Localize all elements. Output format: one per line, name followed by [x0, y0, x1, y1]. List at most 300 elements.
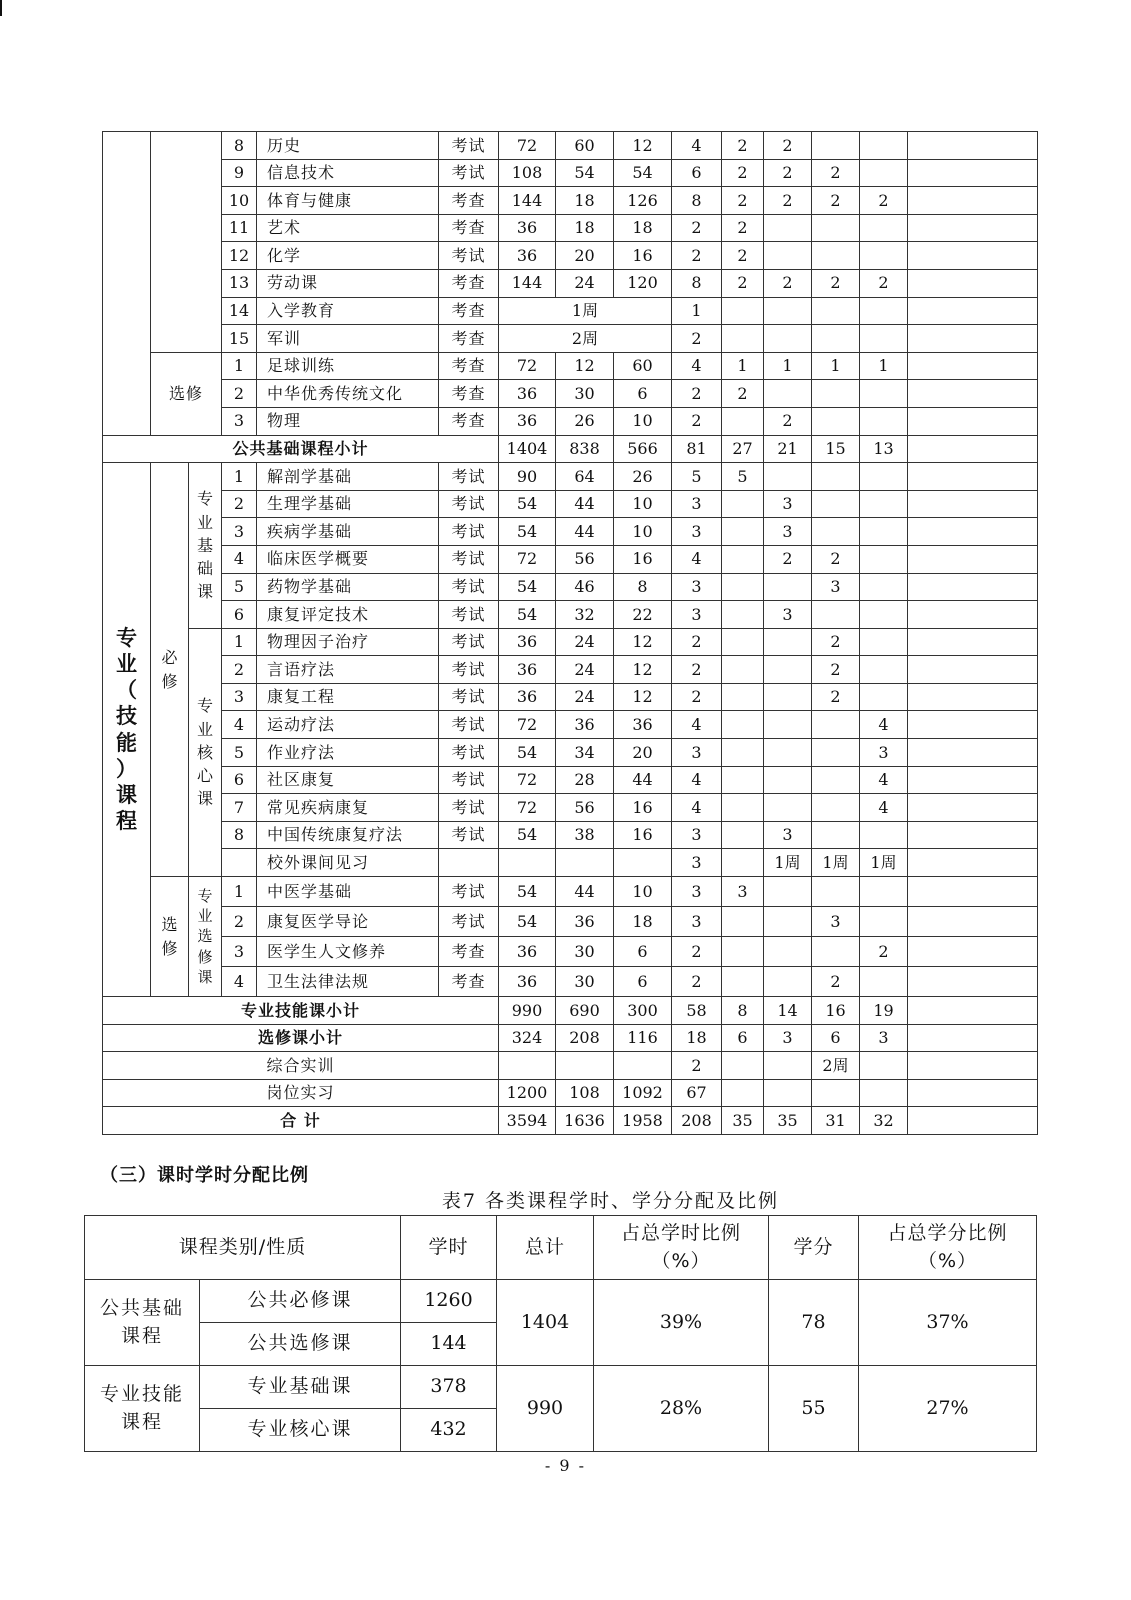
theory-hours: 30	[556, 937, 614, 967]
theory-hours: 56	[556, 794, 614, 822]
table-row	[103, 214, 1038, 242]
course-no: 10	[222, 187, 257, 215]
summary-value: 35	[722, 1107, 764, 1135]
assessment-type: 考试	[439, 545, 499, 573]
summary-value: 1200	[499, 1079, 556, 1107]
semester-hours	[812, 794, 860, 822]
group-hour-ratio: 28%	[594, 1366, 769, 1452]
remarks	[908, 325, 1038, 353]
table-row	[103, 601, 1038, 629]
semester-hours	[860, 297, 908, 325]
theory-hours: 44	[556, 518, 614, 546]
summary-label: 专业技能课小计	[103, 997, 499, 1025]
group-total: 990	[497, 1366, 594, 1452]
credits: 3	[672, 849, 722, 877]
total-hours: 36	[499, 380, 556, 408]
credits: 4	[672, 352, 722, 380]
semester-hours: 3	[722, 877, 764, 907]
total-hours: 72	[499, 132, 556, 160]
semester-hours	[812, 214, 860, 242]
summary-value	[764, 1079, 812, 1107]
theory-hours: 24	[556, 628, 614, 656]
semester-hours	[764, 628, 812, 656]
total-hours: 108	[499, 159, 556, 187]
subtotal-value: 15	[812, 435, 860, 463]
header-total: 总计	[497, 1216, 594, 1280]
group-label-char: 修	[197, 947, 213, 966]
course-name: 化学	[257, 242, 439, 270]
semester-hours	[764, 877, 812, 907]
summary-value: 19	[860, 997, 908, 1025]
course-name: 足球训练	[257, 352, 439, 380]
summary-value: 2	[672, 1052, 722, 1080]
summary-value: 18	[672, 1024, 722, 1052]
group-label-line: 公共基础	[99, 1296, 184, 1319]
semester-hours: 1周	[812, 849, 860, 877]
credits: 3	[672, 490, 722, 518]
vertical-group-label	[103, 463, 151, 997]
course-name: 生理学基础	[257, 490, 439, 518]
theory-hours: 18	[556, 187, 614, 215]
assessment-type: 考试	[439, 821, 499, 849]
group-label-line: 课程	[120, 1410, 163, 1433]
semester-hours: 3	[812, 907, 860, 937]
assessment-type: 考试	[439, 159, 499, 187]
item-name: 专业基础课	[200, 1366, 401, 1409]
group-label-char: 技	[116, 704, 137, 729]
practice-hours: 10	[614, 518, 672, 546]
course-no: 1	[222, 463, 257, 491]
group-label-char: 修	[161, 671, 178, 691]
remarks	[908, 766, 1038, 794]
semester-hours	[722, 601, 764, 629]
course-no: 1	[222, 352, 257, 380]
table-row	[103, 269, 1038, 297]
semester-hours	[812, 297, 860, 325]
assessment-type	[439, 849, 499, 877]
credits: 5	[672, 463, 722, 491]
total-hours	[499, 849, 556, 877]
semester-hours	[722, 545, 764, 573]
summary-label: 岗位实习	[103, 1079, 499, 1107]
assessment-type: 考试	[439, 518, 499, 546]
subtotal-value: 81	[672, 435, 722, 463]
theory-hours: 36	[556, 907, 614, 937]
table-row	[103, 132, 1038, 160]
remarks	[908, 132, 1038, 160]
group-label-line: 专业技能	[99, 1382, 184, 1405]
group-label-char: 核	[196, 742, 213, 762]
course-no: 5	[222, 573, 257, 601]
assessment-type: 考查	[439, 380, 499, 408]
remarks	[908, 628, 1038, 656]
semester-hours	[812, 380, 860, 408]
total-hours: 54	[499, 821, 556, 849]
group-label-char: 础	[196, 559, 213, 578]
course-no: 2	[222, 907, 257, 937]
remarks	[908, 435, 1038, 463]
summary-value: 3	[764, 1024, 812, 1052]
total-hours: 72	[499, 766, 556, 794]
course-name: 社区康复	[257, 766, 439, 794]
remarks	[908, 1024, 1038, 1052]
theory-hours: 64	[556, 463, 614, 491]
semester-hours: 2	[812, 628, 860, 656]
total-hours: 72	[499, 711, 556, 739]
group-label-char: 业	[116, 651, 137, 676]
table-row	[103, 490, 1038, 518]
semester-hours	[812, 821, 860, 849]
semester-hours	[722, 907, 764, 937]
total-hours: 36	[499, 683, 556, 711]
item-name: 公共选修课	[200, 1323, 401, 1366]
course-name: 医学生人文修养	[257, 937, 439, 967]
semester-hours: 2	[860, 269, 908, 297]
semester-hours: 1	[812, 352, 860, 380]
course-no: 3	[222, 683, 257, 711]
assessment-type: 考试	[439, 711, 499, 739]
semester-hours: 3	[860, 739, 908, 767]
table-row	[103, 849, 1038, 877]
credits: 3	[672, 739, 722, 767]
credits: 4	[672, 132, 722, 160]
semester-hours	[860, 877, 908, 907]
course-name: 康复评定技术	[257, 601, 439, 629]
theory-hours: 54	[556, 159, 614, 187]
summary-value: 690	[556, 997, 614, 1025]
header-hour-ratio	[594, 1216, 769, 1280]
course-name: 疾病学基础	[257, 518, 439, 546]
remarks	[908, 967, 1038, 997]
practice-hours: 6	[614, 380, 672, 408]
theory-hours: 56	[556, 545, 614, 573]
practice-hours: 60	[614, 352, 672, 380]
semester-hours: 2	[722, 380, 764, 408]
semester-hours: 2	[722, 187, 764, 215]
course-name: 临床医学概要	[257, 545, 439, 573]
theory-hours: 34	[556, 739, 614, 767]
theory-hours: 18	[556, 214, 614, 242]
practice-hours: 16	[614, 545, 672, 573]
summary-value: 1958	[614, 1107, 672, 1135]
course-name: 解剖学基础	[257, 463, 439, 491]
practice-hours: 12	[614, 132, 672, 160]
semester-hours	[722, 628, 764, 656]
practice-hours: 12	[614, 628, 672, 656]
practice-hours: 26	[614, 463, 672, 491]
theory-hours: 38	[556, 821, 614, 849]
semester-hours: 4	[860, 711, 908, 739]
summary-value: 3	[860, 1024, 908, 1052]
group-label-char: 心	[196, 765, 213, 785]
semester-hours	[812, 739, 860, 767]
assessment-type: 考查	[439, 269, 499, 297]
summary-value: 3594	[499, 1107, 556, 1135]
theory-hours: 24	[556, 656, 614, 684]
table-row	[103, 573, 1038, 601]
credits: 3	[672, 907, 722, 937]
total-hours: 54	[499, 739, 556, 767]
semester-hours: 2	[764, 132, 812, 160]
course-no: 4	[222, 545, 257, 573]
summary-value: 108	[556, 1079, 614, 1107]
semester-hours	[764, 573, 812, 601]
summary-value	[764, 1052, 812, 1080]
semester-hours	[860, 573, 908, 601]
theory-hours: 12	[556, 352, 614, 380]
assessment-type: 考试	[439, 463, 499, 491]
remarks	[908, 1079, 1038, 1107]
group-label	[85, 1366, 200, 1452]
course-no: 3	[222, 937, 257, 967]
vertical-group-label	[151, 463, 189, 877]
credits: 4	[672, 711, 722, 739]
total-hours: 36	[499, 242, 556, 270]
section-title: （三）课时学时分配比例	[100, 1165, 309, 1186]
semester-hours	[812, 601, 860, 629]
table7-caption: 表7 各类课程学时、学分分配及比例	[441, 1190, 780, 1212]
credits: 2	[672, 937, 722, 967]
table-row	[103, 463, 1038, 491]
theory-hours: 20	[556, 242, 614, 270]
subtotal-value: 566	[614, 435, 672, 463]
course-no: 12	[222, 242, 257, 270]
course-name: 中医学基础	[257, 877, 439, 907]
semester-hours: 2	[812, 269, 860, 297]
theory-hours: 36	[556, 711, 614, 739]
course-no: 5	[222, 739, 257, 767]
summary-value: 35	[764, 1107, 812, 1135]
table-row	[103, 967, 1038, 997]
theory-hours: 46	[556, 573, 614, 601]
credits: 3	[672, 573, 722, 601]
remarks	[908, 601, 1038, 629]
remarks	[908, 877, 1038, 907]
semester-hours	[860, 601, 908, 629]
course-name: 军训	[257, 325, 439, 353]
practice-hours: 6	[614, 937, 672, 967]
semester-hours: 2	[722, 214, 764, 242]
group-label-char: 必	[161, 648, 178, 668]
table-row	[103, 1079, 1038, 1107]
assessment-type: 考试	[439, 601, 499, 629]
group-label-char: 程	[116, 809, 137, 834]
assessment-type: 考查	[439, 214, 499, 242]
summary-value	[860, 1052, 908, 1080]
total-hours: 72	[499, 545, 556, 573]
practice-hours: 54	[614, 159, 672, 187]
remarks	[908, 242, 1038, 270]
semester-hours	[722, 739, 764, 767]
remarks	[908, 407, 1038, 435]
group-credit-ratio: 37%	[859, 1280, 1037, 1366]
credits: 8	[672, 269, 722, 297]
summary-value: 116	[614, 1024, 672, 1052]
semester-hours	[764, 380, 812, 408]
semester-hours: 2	[764, 269, 812, 297]
semester-hours	[812, 490, 860, 518]
course-name: 康复工程	[257, 683, 439, 711]
semester-hours: 2	[812, 683, 860, 711]
semester-hours	[812, 711, 860, 739]
semester-hours	[764, 463, 812, 491]
summary-value: 6	[812, 1024, 860, 1052]
subtotal-value: 838	[556, 435, 614, 463]
course-no: 1	[222, 877, 257, 907]
remarks	[908, 821, 1038, 849]
duration: 2周	[499, 325, 672, 353]
credits: 3	[672, 518, 722, 546]
table-row	[103, 1024, 1038, 1052]
group-label-char: 能	[116, 730, 137, 755]
public-elective-label: 选修	[151, 352, 222, 435]
group-label-char: 业	[196, 719, 213, 739]
total-hours: 36	[499, 967, 556, 997]
practice-hours: 120	[614, 269, 672, 297]
course-no: 9	[222, 159, 257, 187]
course-name: 运动疗法	[257, 711, 439, 739]
total-hours: 36	[499, 214, 556, 242]
group-label-char: 业	[196, 512, 213, 532]
summary-value: 8	[722, 997, 764, 1025]
assessment-type: 考查	[439, 352, 499, 380]
credits: 4	[672, 545, 722, 573]
group-label-char: 选	[197, 927, 213, 946]
credits: 4	[672, 766, 722, 794]
practice-hours: 12	[614, 656, 672, 684]
header-hours: 学时	[401, 1216, 497, 1280]
course-name: 物理因子治疗	[257, 628, 439, 656]
item-name: 公共必修课	[200, 1280, 401, 1323]
assessment-type: 考试	[439, 794, 499, 822]
assessment-type: 考试	[439, 907, 499, 937]
semester-hours: 2	[812, 545, 860, 573]
subtotal-label: 公共基础课程小计	[103, 435, 499, 463]
table-row	[103, 325, 1038, 353]
header-credit-ratio-pct: （%）	[917, 1249, 978, 1272]
group-credit-ratio: 27%	[859, 1366, 1037, 1452]
remarks	[908, 656, 1038, 684]
credits: 2	[672, 628, 722, 656]
remarks	[908, 849, 1038, 877]
summary-value: 58	[672, 997, 722, 1025]
item-hours: 1260	[401, 1280, 497, 1323]
semester-hours	[722, 967, 764, 997]
course-no: 6	[222, 601, 257, 629]
summary-value	[722, 1079, 764, 1107]
item-hours: 144	[401, 1323, 497, 1366]
course-no	[222, 849, 257, 877]
summary-value	[614, 1052, 672, 1080]
assessment-type: 考查	[439, 325, 499, 353]
summary-value: 16	[812, 997, 860, 1025]
table-row	[103, 407, 1038, 435]
remarks	[908, 907, 1038, 937]
summary-value: 14	[764, 997, 812, 1025]
subtotal-value: 1404	[499, 435, 556, 463]
group-label-char: 专	[116, 625, 137, 650]
semester-hours	[722, 683, 764, 711]
assessment-type: 考查	[439, 297, 499, 325]
theory-hours: 44	[556, 877, 614, 907]
group-label-char: 课	[197, 967, 213, 986]
group-label-char: 课	[196, 582, 213, 602]
summary-value: 208	[556, 1024, 614, 1052]
table-row	[103, 739, 1038, 767]
total-hours: 90	[499, 463, 556, 491]
assessment-type: 考试	[439, 877, 499, 907]
assessment-type: 考试	[439, 683, 499, 711]
table-row	[103, 1052, 1038, 1080]
semester-hours: 2	[812, 187, 860, 215]
semester-hours	[860, 380, 908, 408]
table-row	[103, 821, 1038, 849]
semester-hours	[860, 242, 908, 270]
table-row	[103, 545, 1038, 573]
semester-hours: 1	[722, 352, 764, 380]
practice-hours: 6	[614, 967, 672, 997]
remarks	[908, 794, 1038, 822]
semester-hours	[722, 821, 764, 849]
course-no: 3	[222, 518, 257, 546]
total-hours: 72	[499, 794, 556, 822]
practice-hours: 20	[614, 739, 672, 767]
semester-hours	[812, 132, 860, 160]
course-no: 15	[222, 325, 257, 353]
course-name: 常见疾病康复	[257, 794, 439, 822]
semester-hours: 4	[860, 766, 908, 794]
practice-hours: 10	[614, 490, 672, 518]
summary-value	[499, 1052, 556, 1080]
total-hours: 54	[499, 601, 556, 629]
total-hours: 54	[499, 877, 556, 907]
course-name: 中华优秀传统文化	[257, 380, 439, 408]
semester-hours: 2	[722, 242, 764, 270]
required-cell	[151, 132, 222, 353]
subtotal-value: 13	[860, 435, 908, 463]
semester-hours: 3	[764, 490, 812, 518]
course-name: 体育与健康	[257, 187, 439, 215]
semester-hours: 5	[722, 463, 764, 491]
theory-hours: 32	[556, 601, 614, 629]
group-label-char: 课	[196, 789, 213, 809]
semester-hours	[764, 325, 812, 353]
credits: 2	[672, 380, 722, 408]
semester-hours: 3	[764, 518, 812, 546]
summary-value: 2周	[812, 1052, 860, 1080]
semester-hours: 1周	[764, 849, 812, 877]
semester-hours	[860, 463, 908, 491]
semester-hours: 1	[764, 352, 812, 380]
summary-label: 选修课小计	[103, 1024, 499, 1052]
practice-hours: 8	[614, 573, 672, 601]
table-row	[103, 997, 1038, 1025]
table-row	[103, 1107, 1038, 1135]
summary-value: 990	[499, 997, 556, 1025]
theory-hours: 30	[556, 967, 614, 997]
semester-hours: 2	[722, 159, 764, 187]
practice-hours: 12	[614, 683, 672, 711]
subtotal-value: 21	[764, 435, 812, 463]
remarks	[908, 573, 1038, 601]
credits: 2	[672, 242, 722, 270]
course-no: 1	[222, 628, 257, 656]
summary-value	[860, 1079, 908, 1107]
public-category-cell	[103, 132, 151, 436]
summary-value: 32	[860, 1107, 908, 1135]
page-number: - 9 -	[544, 1456, 587, 1475]
semester-hours	[722, 490, 764, 518]
